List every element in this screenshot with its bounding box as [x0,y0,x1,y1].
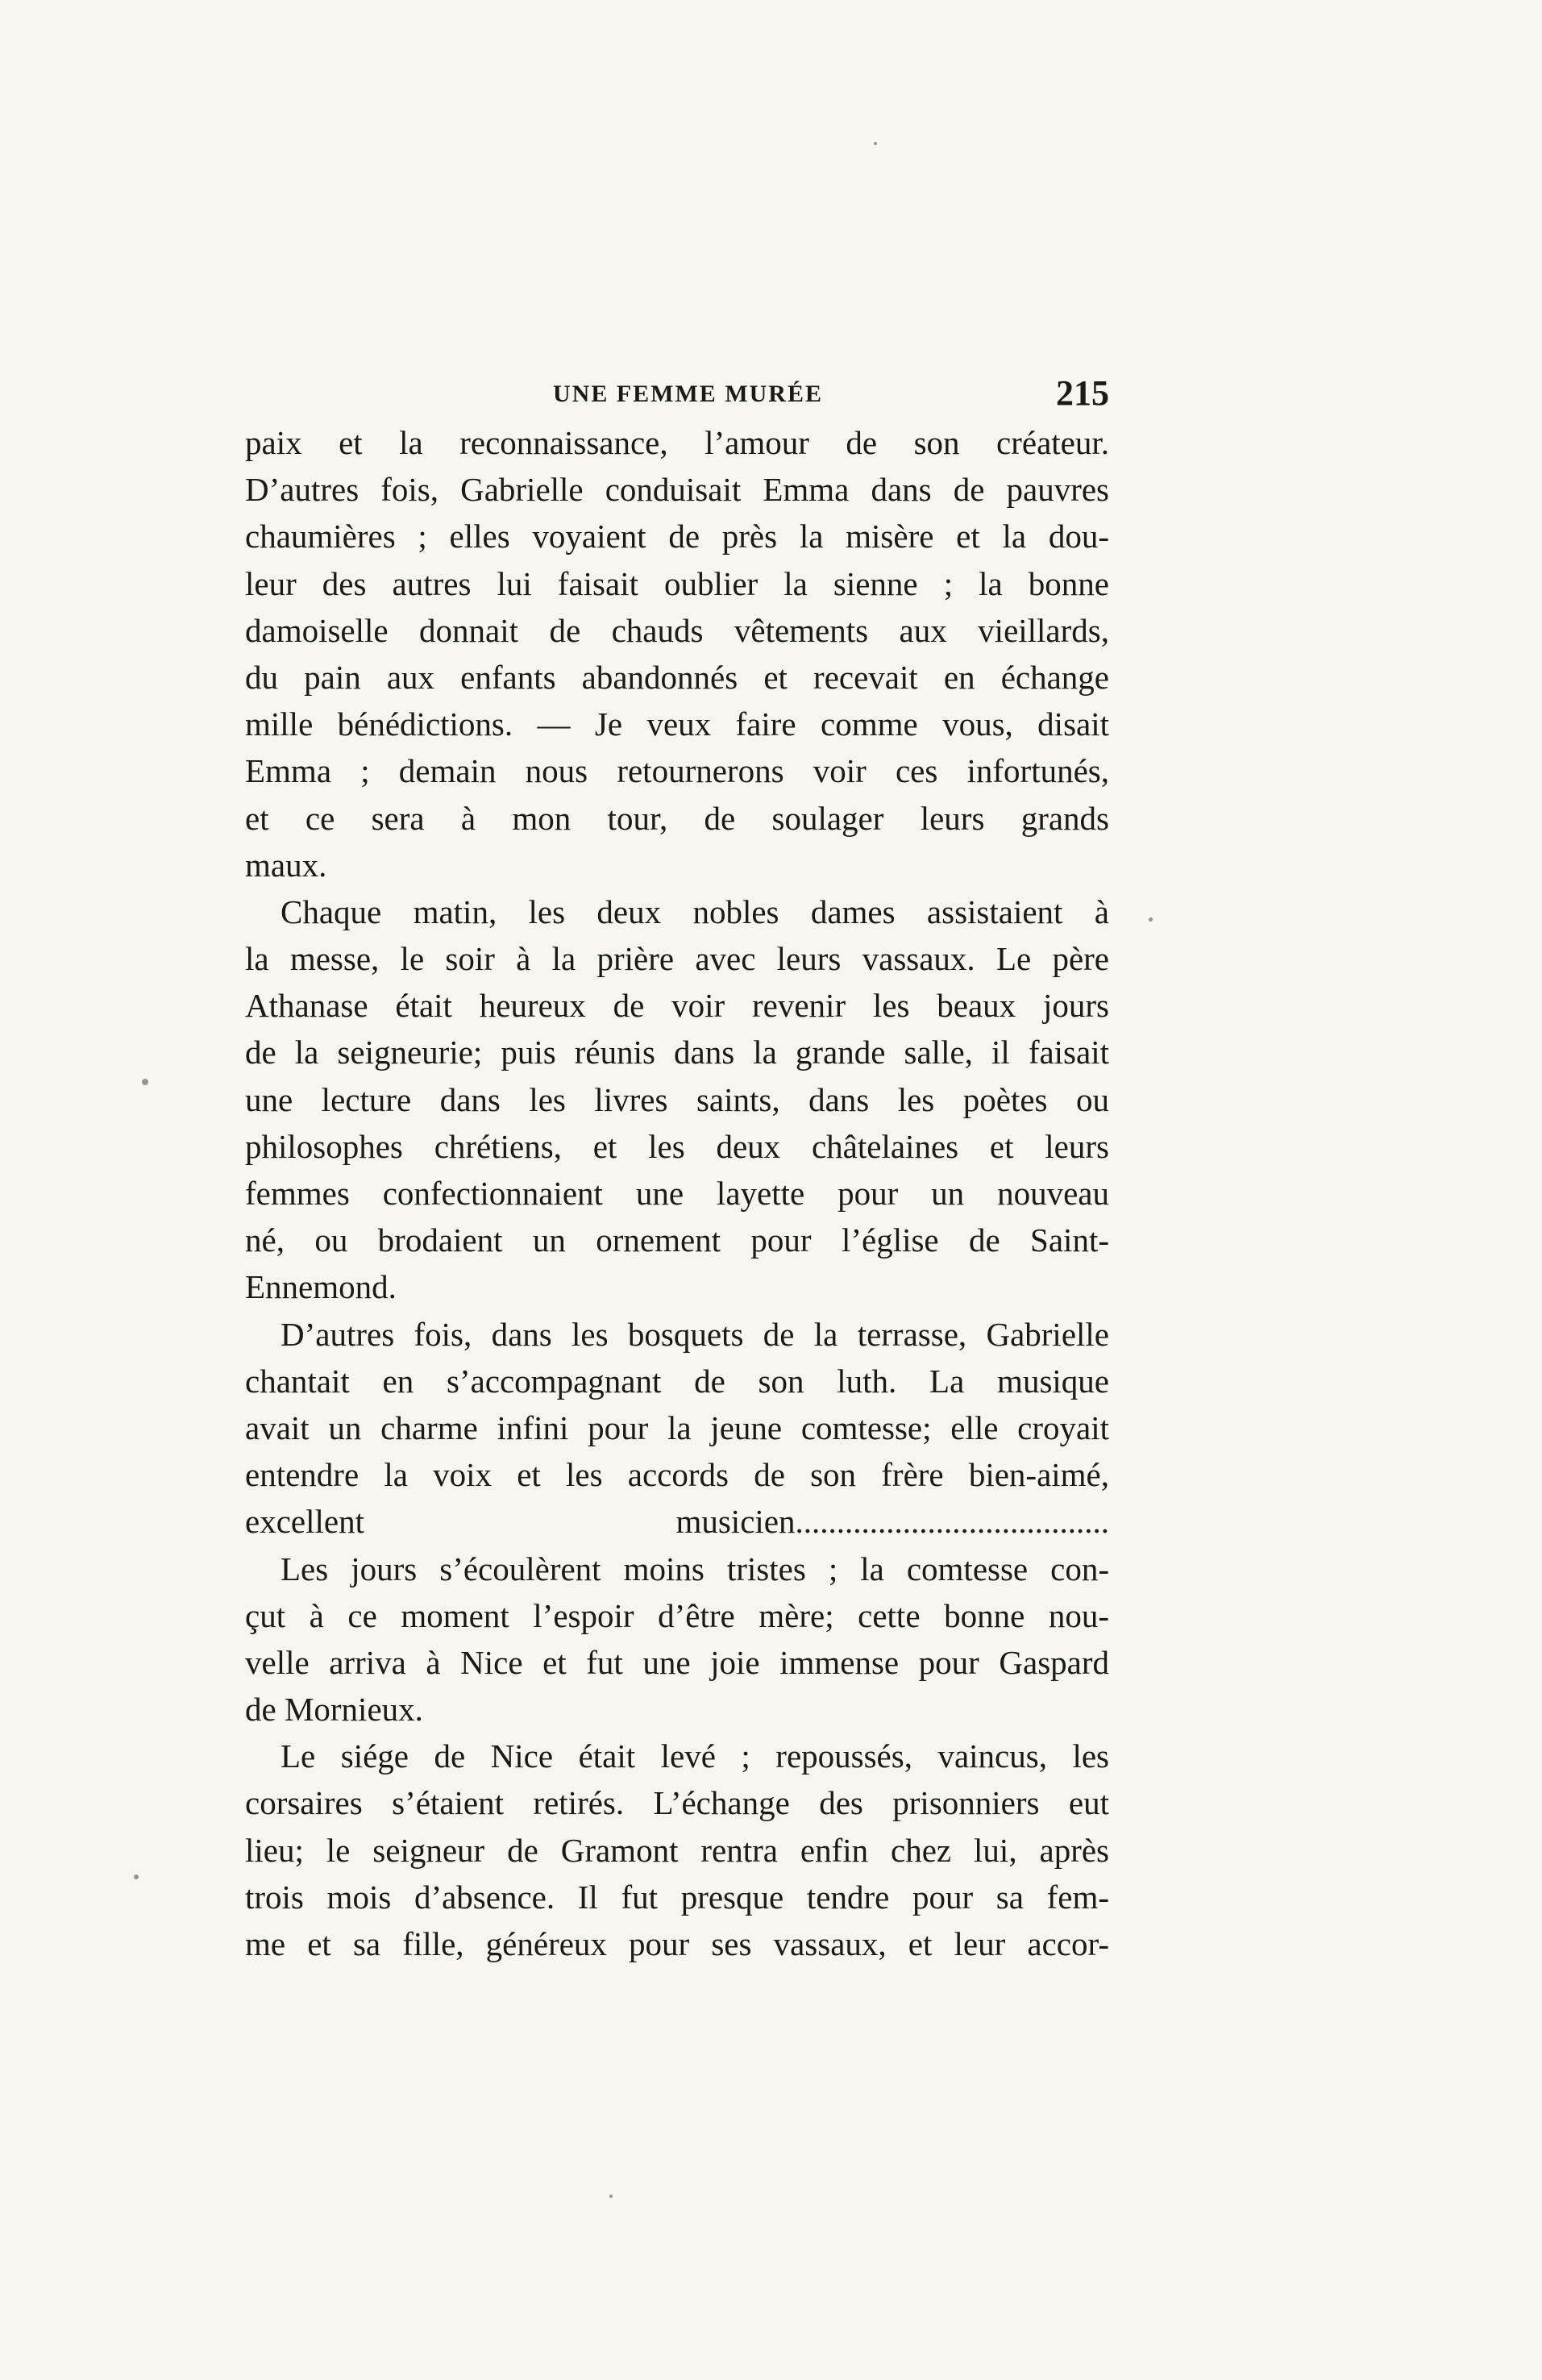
text-line: entendre la voix et les accords de son frère bien-aimé, [245,1456,1109,1494]
text-line: Ennemond. [245,1268,397,1306]
text-line: velle arriva à Nice et fut une joie immense pour Gaspard [245,1643,1109,1681]
text-line: né, ou brodaient un ornement pour l’église de Saint- [245,1221,1109,1259]
scan-speck [142,1079,148,1085]
text-line: avait un charme infini pour la jeune comtesse; elle croyait [245,1408,1109,1446]
text-line: paix et la reconnaissance, l’amour de son créateur. [245,424,1109,461]
page-number: 215 [1056,373,1109,413]
text-line: damoiselle donnait de chauds vêtements aux vieillards, [245,611,1109,649]
scan-speck [1149,917,1153,922]
text-line: corsaires s’étaient retirés. L’échange des prisonniers eut [245,1784,1109,1822]
text-line: D’autres fois, dans les bosquets de la terrasse, Gabrielle [281,1315,1109,1353]
text-line: la messe, le soir à la prière avec leurs vassaux. Le père [245,940,1109,978]
text-line: et ce sera à mon tour, de soulager leurs grands [245,799,1109,837]
text-line: Chaque matin, les deux nobles dames assistaient à [281,892,1109,930]
scan-speck [134,1874,139,1879]
text-line: lieu; le seigneur de Gramont rentra enfin chez lui, après [245,1831,1109,1869]
text-line: Emma ; demain nous retournerons voir ces infortunés, [245,752,1109,790]
running-header [245,372,1109,421]
text-line: trois mois d’absence. Il fut presque tendre pour sa fem- [245,1878,1109,1916]
body-text [245,419,1109,1967]
text-line: chantait en s’accompagnant de son luth. La musique [245,1362,1109,1400]
text-line: D’autres fois, Gabrielle conduisait Emma dans de pauvres [245,471,1109,509]
text-line: çut à ce moment l’espoir d’être mère; cette bonne nou- [245,1596,1109,1634]
text-line: de la seigneurie; puis réunis dans la grande salle, il faisait [245,1034,1109,1071]
text-line: femmes confectionnaient une layette pour un nouveau [245,1175,1109,1212]
text-line: de Mornieux. [245,1691,423,1729]
text-line: mille bénédictions. — Je veux faire comme vous, disait [245,705,1109,743]
scan-speck [874,142,877,145]
text-line: me et sa fille, généreux pour ses vassaux, et leur accor- [245,1925,1109,1962]
text-line: Le siége de Nice était levé ; repoussés, vaincus, les [281,1737,1109,1775]
text-line: Les jours s’écoulèrent moins tristes ; la comtesse con- [281,1550,1109,1587]
text-line: leur des autres lui faisait oublier la sienne ; la bonne [245,564,1109,602]
text-line: Athanase était heureux de voir revenir les beaux jours [245,987,1109,1025]
scan-speck [609,2195,613,2198]
text-line: maux. [245,846,327,884]
text-line: excellent musicien...................................... [245,1503,1109,1541]
running-title: UNE FEMME MURÉE [553,381,823,407]
text-line: une lecture dans les livres saints, dans les poètes ou [245,1080,1109,1118]
text-line: philosophes chrétiens, et les deux châtelaines et leurs [245,1127,1109,1165]
text-line: du pain aux enfants abandonnés et recevait en échange [245,658,1109,696]
text-line: chaumières ; elles voyaient de près la misère et la dou- [245,518,1109,555]
